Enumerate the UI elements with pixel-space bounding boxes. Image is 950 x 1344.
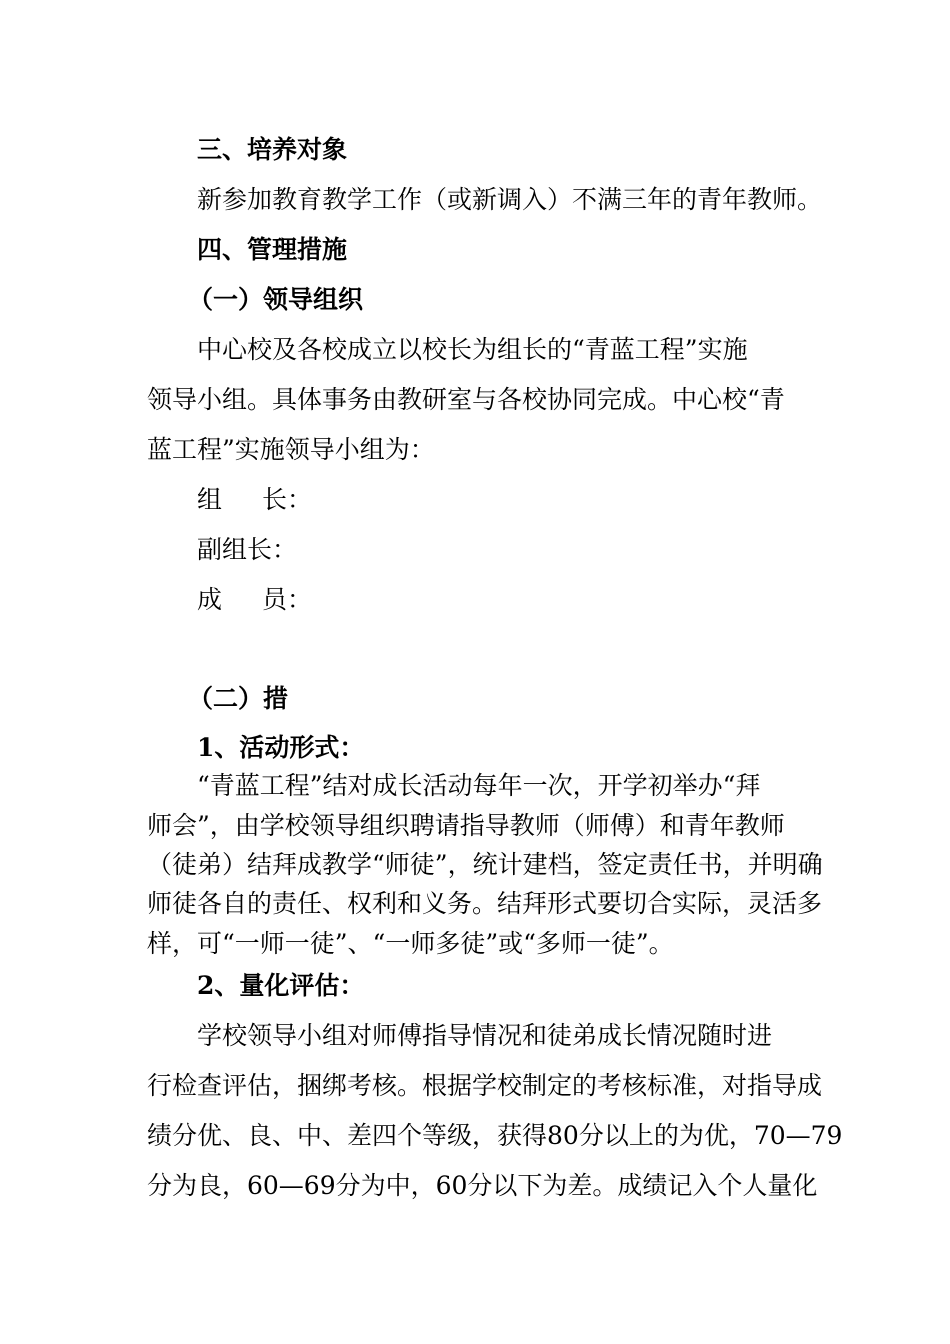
role-members — [197, 587, 312, 612]
paragraph-line: “青蓝工程”结对成长活动每年一次，开学初举办“拜 — [197, 771, 761, 800]
heading-activity-form: 1、活动形式： — [197, 733, 365, 762]
paragraph-line: 学校领导小组对师傅指导情况和徒弟成长情况随时进 — [197, 1021, 773, 1050]
paragraph-line: 行检查评估，捆绑考核。根据学校制定的考核标准，对指导成 — [147, 1071, 823, 1100]
role-leader-part1: 组 — [197, 485, 223, 514]
paragraph-line: 师会”，由学校领导组织聘请指导教师（师傅）和青年教师 — [147, 811, 785, 840]
heading-management-measures: 四、管理措施 — [197, 235, 348, 264]
role-members-part2: 员： — [262, 585, 313, 614]
subheading-leadership: （一）领导组织 — [188, 285, 364, 314]
role-members-part1: 成 — [197, 585, 223, 614]
subheading-measures: （二）措 — [188, 684, 289, 713]
paragraph-line: 样，可“一师一徒”、“一师多徒”或“多师一徒”。 — [147, 929, 674, 958]
paragraph-line: 分为良，60—69分为中，60分以下为差。成绩记入个人量化 — [147, 1171, 818, 1200]
heading-training-target: 三、培养对象 — [197, 135, 348, 164]
role-leader-part2: 长： — [262, 485, 313, 514]
paragraph-training-target: 新参加教育教学工作（或新调入）不满三年的青年教师。 — [197, 185, 823, 214]
paragraph-line: 师徒各自的责任、权利和义务。结拜形式要切合实际，灵活多 — [147, 889, 823, 918]
paragraph-line: 蓝工程”实施领导小组为： — [147, 435, 435, 464]
heading-quantitative-evaluation: 2、量化评估： — [197, 971, 365, 1000]
paragraph-line: 中心校及各校成立以校长为组长的“青蓝工程”实施 — [197, 335, 748, 364]
role-leader — [197, 487, 312, 512]
role-deputy-leader: 副组长： — [197, 535, 298, 564]
paragraph-line: 领导小组。具体事务由教研室与各校协同完成。中心校“青 — [147, 385, 785, 414]
paragraph-line: 绩分优、良、中、差四个等级，获得80分以上的为优，70—79 — [147, 1121, 843, 1150]
paragraph-line: （徒弟）结拜成教学“师徒”，统计建档，签定责任书，并明确 — [147, 850, 823, 879]
